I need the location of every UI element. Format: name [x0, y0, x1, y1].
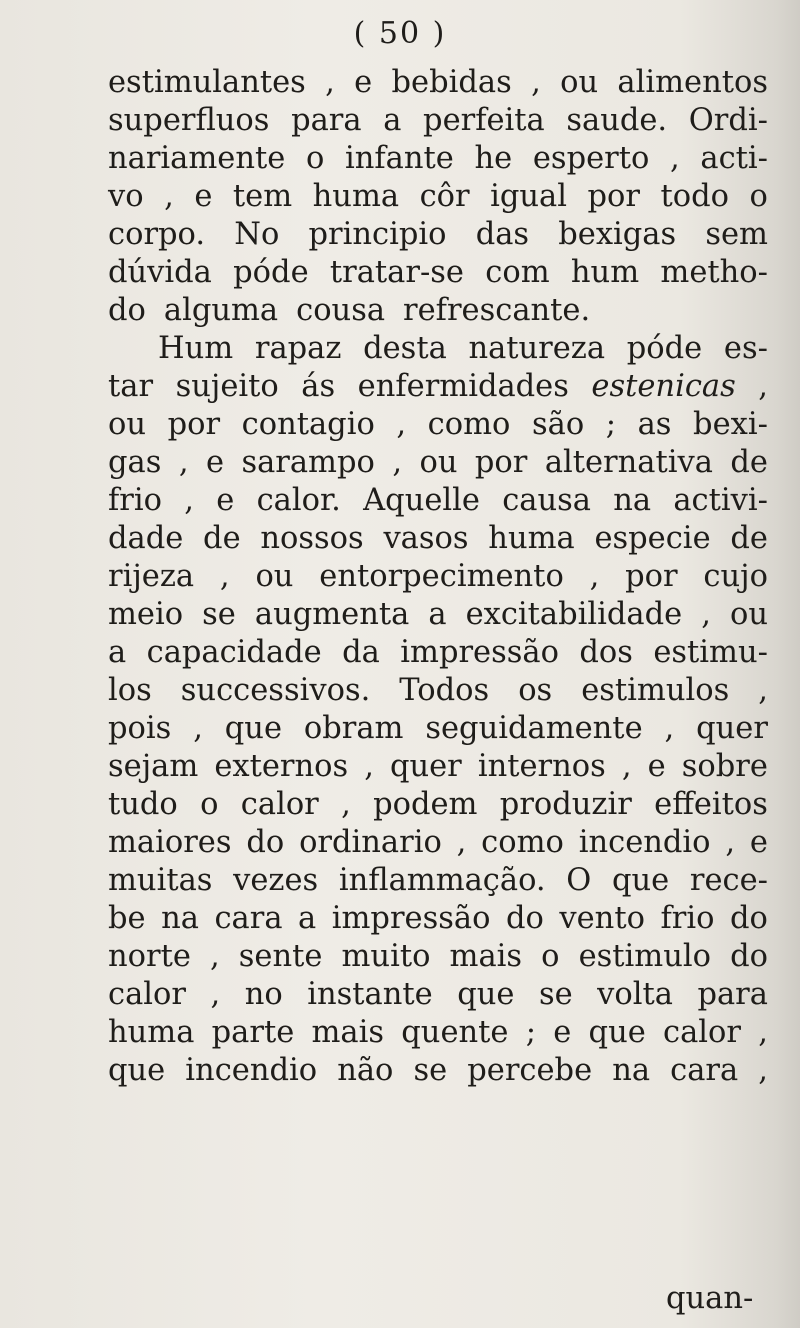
- word: superfluos: [108, 103, 270, 138]
- word: mais: [311, 1015, 385, 1050]
- word: ,: [184, 483, 194, 518]
- word: côr: [419, 179, 470, 214]
- word: maiores: [108, 825, 232, 860]
- word: cujo: [703, 559, 768, 594]
- word: de: [203, 521, 241, 556]
- catchword: quan-: [666, 1281, 754, 1316]
- word: Todos: [399, 673, 490, 708]
- word: a: [298, 901, 317, 936]
- word: produzir: [499, 787, 632, 822]
- text-line: [108, 178, 768, 216]
- word: quer: [389, 749, 462, 784]
- word: incendio: [578, 825, 711, 860]
- word: acti-: [700, 141, 768, 176]
- word: sujeito: [175, 369, 279, 404]
- word: que: [108, 1053, 166, 1088]
- word: na: [161, 901, 199, 936]
- word: Ordi-: [688, 103, 768, 138]
- word: activi-: [673, 483, 768, 518]
- word: es-: [723, 331, 768, 366]
- word: inflammação.: [338, 863, 546, 898]
- word: obram: [303, 711, 404, 746]
- word: calor: [663, 1015, 741, 1050]
- word: do: [730, 939, 768, 974]
- word: se: [202, 597, 236, 632]
- word: cara: [670, 1053, 739, 1088]
- word: na: [612, 1053, 651, 1088]
- word: sem: [705, 217, 768, 252]
- word: bexi-: [693, 407, 768, 442]
- word: do: [505, 901, 544, 936]
- word: internos: [477, 749, 606, 784]
- word: huma: [108, 1015, 195, 1050]
- word: se: [538, 977, 573, 1012]
- word: a: [428, 597, 447, 632]
- text-line: [108, 254, 768, 292]
- word: ,: [664, 711, 675, 746]
- word: ,: [164, 179, 174, 214]
- word: calor: [240, 787, 319, 822]
- word: ou: [419, 445, 458, 480]
- word: na: [613, 483, 652, 518]
- word: hum: [570, 255, 640, 290]
- word: o: [749, 179, 768, 214]
- word: corpo.: [108, 217, 206, 252]
- word: de: [730, 445, 768, 480]
- text-line: [108, 64, 768, 102]
- word: enfermidades: [357, 369, 569, 404]
- word: ,: [209, 939, 220, 974]
- word: ,: [670, 141, 680, 176]
- word: podem: [373, 787, 478, 822]
- text-line: [108, 824, 768, 862]
- word: o: [541, 939, 560, 974]
- word: incendio: [185, 1053, 318, 1088]
- word: be: [108, 901, 146, 936]
- word: para: [697, 977, 768, 1012]
- word: sobre: [681, 749, 768, 784]
- word: bebidas: [391, 65, 512, 100]
- word: ordinario: [299, 825, 442, 860]
- word: ou: [108, 407, 147, 442]
- text-line: [108, 520, 768, 558]
- word: sejam: [108, 749, 199, 784]
- word: contagio: [241, 407, 375, 442]
- word: por: [474, 445, 528, 480]
- word: rijeza: [108, 559, 195, 594]
- word: entorpecimento: [319, 559, 564, 594]
- word: Aquelle: [363, 483, 480, 518]
- word: como: [427, 407, 511, 442]
- word: seguidamente: [425, 711, 643, 746]
- word: ,: [758, 1015, 768, 1050]
- word: ,: [758, 369, 768, 404]
- word: impressão: [331, 901, 491, 936]
- word: ou: [729, 597, 768, 632]
- word: ,: [178, 445, 189, 480]
- word: ás: [301, 369, 336, 404]
- word: estimulos: [581, 673, 730, 708]
- word: do: [730, 901, 768, 936]
- text-line: [108, 710, 768, 748]
- word: e: [647, 749, 666, 784]
- word: he: [474, 141, 513, 176]
- word: ,: [456, 825, 467, 860]
- text-line: [108, 672, 768, 710]
- word: por: [625, 559, 678, 594]
- word: No: [234, 217, 280, 252]
- word: e: [194, 179, 213, 214]
- word: causa: [502, 483, 591, 518]
- word: ,: [589, 559, 600, 594]
- word: alguma: [163, 293, 279, 328]
- word: da: [342, 635, 380, 670]
- word: das: [475, 217, 530, 252]
- word: ,: [341, 787, 351, 822]
- word: são: [531, 407, 585, 442]
- word: desta: [363, 331, 447, 366]
- word: metho-: [660, 255, 768, 290]
- word: frio: [660, 901, 715, 936]
- word: nariamente: [108, 141, 286, 176]
- word: especie: [594, 521, 711, 556]
- word: Hum: [158, 331, 234, 366]
- word: e: [205, 445, 225, 480]
- word: muito: [341, 939, 431, 974]
- word: ,: [325, 65, 335, 100]
- word: não: [337, 1053, 394, 1088]
- word: vasos: [383, 521, 469, 556]
- text-line: [108, 976, 768, 1014]
- word: muitas: [108, 863, 213, 898]
- word: estimulantes: [108, 65, 306, 100]
- word: os: [518, 673, 553, 708]
- word: vo: [108, 179, 144, 214]
- text-line: [108, 862, 768, 900]
- word: quer: [696, 711, 768, 746]
- word: para: [291, 103, 362, 138]
- word: que: [588, 1015, 646, 1050]
- word: póde: [233, 255, 309, 290]
- text-line: [108, 748, 768, 786]
- word: que: [457, 977, 515, 1012]
- word: parte: [211, 1015, 295, 1050]
- text-line: [108, 596, 768, 634]
- word: bexigas: [558, 217, 677, 252]
- word: ,: [364, 749, 374, 784]
- text-line: [108, 140, 768, 178]
- word: por: [167, 407, 221, 442]
- word: saude.: [566, 103, 668, 138]
- word: ,: [758, 1053, 768, 1088]
- word: ,: [210, 977, 221, 1012]
- text-line: [108, 558, 768, 596]
- text-line: [108, 1052, 768, 1090]
- text-line: [108, 444, 768, 482]
- word: calor.: [256, 483, 341, 518]
- word: do: [108, 293, 146, 328]
- word: esperto: [532, 141, 650, 176]
- word: cousa: [296, 293, 386, 328]
- word: meio: [108, 597, 184, 632]
- page-number: ( 50 ): [353, 16, 447, 51]
- word: a: [108, 635, 127, 670]
- word: e: [749, 825, 768, 860]
- word: frio: [108, 483, 162, 518]
- word: alternativa: [544, 445, 713, 480]
- text-line: [108, 1014, 768, 1052]
- word: cara: [214, 901, 283, 936]
- word: nossos: [260, 521, 364, 556]
- text-line: [108, 292, 768, 330]
- word: póde: [626, 331, 703, 366]
- word: se: [413, 1053, 448, 1088]
- word: dade: [108, 521, 184, 556]
- word: ou: [560, 65, 599, 100]
- word: pois: [108, 711, 172, 746]
- word: mais: [449, 939, 523, 974]
- word: do: [246, 825, 285, 860]
- word: ,: [531, 65, 541, 100]
- word: com: [485, 255, 550, 290]
- word: sarampo: [241, 445, 375, 480]
- word: quente: [401, 1015, 509, 1050]
- word: rapaz: [254, 331, 342, 366]
- word: natureza: [468, 331, 606, 366]
- text-line: [108, 634, 768, 672]
- word: instante: [307, 977, 433, 1012]
- word: o: [305, 141, 325, 176]
- word: ,: [396, 407, 407, 442]
- word: vento: [559, 901, 645, 936]
- word: calor: [108, 977, 186, 1012]
- word: rece-: [689, 863, 768, 898]
- text-line: [108, 102, 768, 140]
- word: excitabilidade: [465, 597, 683, 632]
- word: de: [730, 521, 768, 556]
- word: ,: [621, 749, 632, 784]
- text-line: [108, 900, 768, 938]
- word: estimulo: [578, 939, 711, 974]
- word: refrescante.: [403, 293, 591, 328]
- word: ou: [255, 559, 294, 594]
- word: por: [587, 179, 640, 214]
- word: e: [553, 1015, 572, 1050]
- word: no: [244, 977, 283, 1012]
- word: as: [637, 407, 672, 442]
- body-text: [108, 64, 768, 1090]
- word: ,: [701, 597, 711, 632]
- word: e: [354, 65, 373, 100]
- word: infante: [345, 141, 454, 176]
- word: dúvida: [108, 255, 212, 290]
- word: ,: [725, 825, 736, 860]
- word: tratar-se: [329, 255, 464, 290]
- word: principio: [308, 217, 447, 252]
- word: externos: [214, 749, 349, 784]
- word: todo: [660, 179, 730, 214]
- word: tem: [232, 179, 293, 214]
- word: a: [383, 103, 402, 138]
- word: igual: [490, 179, 567, 214]
- word: ,: [758, 673, 768, 708]
- emphasized-word: [591, 368, 735, 406]
- text-line: [108, 482, 768, 520]
- word: successivos.: [180, 673, 371, 708]
- word: gas: [108, 445, 162, 480]
- text-line: [108, 216, 768, 254]
- text-line: [108, 368, 768, 406]
- text-line: [108, 330, 768, 368]
- word: que: [612, 863, 670, 898]
- text-line: [108, 406, 768, 444]
- word: sente: [238, 939, 323, 974]
- word: perfeita: [423, 103, 545, 138]
- word: augmenta: [254, 597, 410, 632]
- word: O: [566, 863, 592, 898]
- word: volta: [597, 977, 673, 1012]
- word: impressão: [400, 635, 559, 670]
- word: huma: [488, 521, 575, 556]
- word: o: [200, 787, 219, 822]
- word: ,: [193, 711, 203, 746]
- word: ,: [219, 559, 230, 594]
- text-line: [108, 938, 768, 976]
- word: percebe: [467, 1053, 593, 1088]
- word: ;: [605, 407, 617, 442]
- italic-word: estenicas: [591, 369, 736, 404]
- word: tudo: [108, 787, 178, 822]
- word: ;: [525, 1015, 536, 1050]
- word: tar: [108, 369, 154, 404]
- word: norte: [108, 939, 191, 974]
- word: dos: [579, 635, 633, 670]
- word: como: [481, 825, 564, 860]
- word: huma: [312, 179, 400, 214]
- word: que: [224, 711, 282, 746]
- word: los: [108, 673, 152, 708]
- word: estimu-: [653, 635, 768, 670]
- word: vezes: [233, 863, 319, 898]
- word: effeitos: [654, 787, 768, 822]
- word: alimentos: [617, 65, 768, 100]
- word: capacidade: [146, 635, 322, 670]
- word: e: [216, 483, 235, 518]
- text-line: [108, 786, 768, 824]
- word: ,: [392, 445, 403, 480]
